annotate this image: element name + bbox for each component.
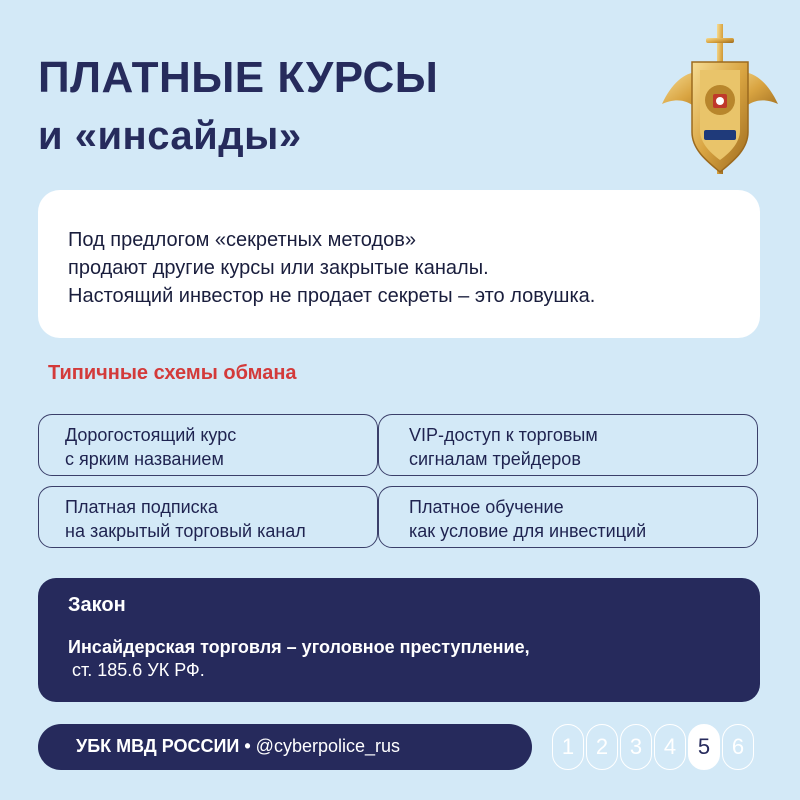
page-indicator-1[interactable]: 1: [552, 724, 584, 770]
scheme-card-expensive-course: [38, 414, 378, 476]
scheme-card-line-2: с ярким названием: [65, 449, 224, 469]
scheme-card-line-1: VIP-доступ к торговым: [409, 425, 598, 445]
page-indicator-3[interactable]: 3: [620, 724, 652, 770]
footer-handle-link[interactable]: @cyberpolice_rus: [255, 736, 401, 756]
footer-bar: [38, 724, 532, 770]
scheme-card-line-1: Платное обучение: [409, 497, 564, 517]
page-indicator-5[interactable]: 5: [688, 724, 720, 770]
title-line-2: и «инсайды»: [38, 114, 302, 158]
mvd-emblem-icon: [658, 22, 782, 178]
page-indicator-6[interactable]: 6: [722, 724, 754, 770]
scheme-card-line-2: на закрытый торговый канал: [65, 521, 306, 541]
page-indicator-2[interactable]: 2: [586, 724, 618, 770]
pagination: [552, 724, 754, 770]
intro-line-1: Под предлогом «секретных методов»: [68, 229, 416, 251]
scheme-card-line-1: Дорогостоящий курс: [65, 425, 237, 445]
law-box: [38, 578, 760, 702]
scheme-card-line-2: как условие для инвестиций: [409, 521, 647, 541]
scheme-card-line-1: Платная подписка: [65, 497, 218, 517]
title-line-1: ПЛАТНЫЕ КУРСЫ: [38, 53, 439, 102]
intro-box: [38, 190, 760, 338]
schemes-heading: Типичные схемы обмана: [48, 362, 297, 384]
law-text: Инсайдерская торговля – уголовное преступление,: [68, 637, 530, 657]
page-indicator-4[interactable]: 4: [654, 724, 686, 770]
scheme-card-line-2: сигналам трейдеров: [409, 449, 581, 469]
footer-separator: •: [239, 736, 256, 756]
law-reference: ст. 185.6 УК РФ.: [72, 660, 205, 680]
page-title: [38, 52, 438, 162]
intro-line-3: Настоящий инвестор не продает секреты – это ловушка.: [68, 285, 596, 307]
law-title: Закон: [68, 594, 126, 616]
footer-brand: УБК МВД РОССИИ: [76, 736, 240, 756]
intro-line-2: продают другие курсы или закрытые каналы.: [68, 257, 489, 279]
scheme-card-paid-subscription: [38, 486, 378, 548]
scheme-card-paid-training: [378, 486, 758, 548]
scheme-card-vip-access: [378, 414, 758, 476]
